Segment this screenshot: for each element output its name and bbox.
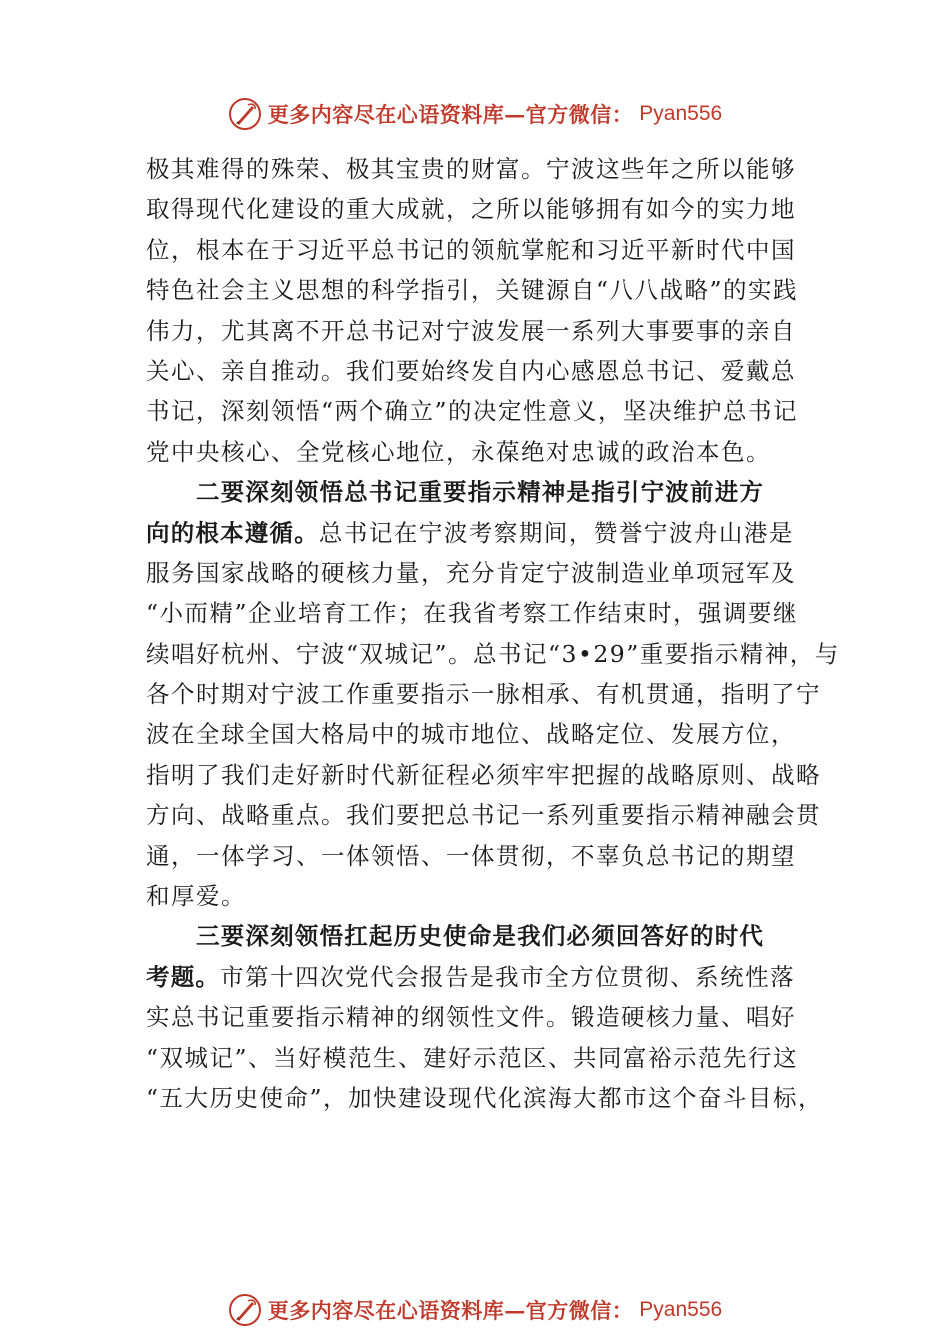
section-heading-end: 考题。: [146, 962, 221, 991]
text-line: 各个时期对宁波工作重要指示一脉相承、有机贯通，指明了宁: [146, 680, 821, 709]
text-line: 特色社会主义思想的科学指引，关键源自“八八战略”的实践: [146, 276, 799, 305]
text-line: 向的根本遵循。总书记在宁波考察期间，赞誉宁波舟山港是: [146, 518, 794, 547]
section-heading-end: 向的根本遵循。: [146, 518, 319, 547]
text-line: 伟力，尤其离不开总书记对宁波发展一系列大事要事的亲自: [146, 316, 796, 345]
section-heading: 二要深刻领悟总书记重要指示精神是指引宁波前进方: [196, 478, 765, 507]
text-line: “小而精”企业培育工作；在我省考察工作结束时，强调要继: [146, 599, 799, 628]
text-line: 服务国家战略的硬核力量，充分肯定宁波制造业单项冠军及: [146, 558, 796, 587]
text-line: 关心、亲自推动。我们要始终发自内心感恩总书记、爱戴总: [146, 356, 796, 385]
text-line: “双城记”、当好模范生、建好示范区、共同富裕示范先行这: [146, 1043, 799, 1072]
quill-pen-logo-icon: [228, 1293, 262, 1327]
text-line: 位，根本在于习近平总书记的领航掌舵和习近平新时代中国: [146, 235, 796, 264]
section-heading-line: [146, 472, 826, 512]
text-line: 波在全球全国大格局中的城市地位、战略定位、发展方位，: [146, 720, 796, 749]
banner-text: 更多内容尽在心语资料库—官方微信：: [267, 1298, 634, 1323]
banner-wechat-handle: Pyan556: [639, 1298, 723, 1321]
text-line: 极其难得的殊荣、极其宝贵的财富。宁波这些年之所以能够: [146, 155, 796, 183]
text-line: 续唱好杭州、宁波“双城记”。总书记“3•29”重要指示精神，与: [146, 639, 840, 668]
section-heading-line: [146, 916, 826, 956]
section-heading: 三要深刻领悟扛起历史使命是我们必须回答好的时代: [196, 922, 765, 951]
document-body: [146, 149, 840, 1118]
quill-pen-logo-icon: [228, 97, 262, 131]
text-line: 取得现代化建设的重大成就，之所以能够拥有如今的实力地: [146, 195, 796, 224]
text-line: 党中央核心、全党核心地位，永葆绝对忠诚的政治本色。: [146, 437, 771, 466]
text-line: 考题。市第十四次党代会报告是我市全方位贯彻、系统性落: [146, 962, 796, 991]
banner-text: 更多内容尽在心语资料库—官方微信：: [267, 102, 634, 127]
header-banner: [0, 94, 950, 134]
text-line: 书记，深刻领悟“两个确立”的决定性意义，坚决维护总书记: [146, 397, 799, 426]
text-line: 和厚爱。: [146, 882, 246, 911]
footer-banner: [0, 1290, 950, 1330]
text-line: “五大历史使命”，加快建设现代化滨海大都市这个奋斗目标，: [146, 1083, 824, 1112]
banner-wechat-handle: Pyan556: [639, 102, 723, 125]
text-line: 指明了我们走好新时代新征程必须牢牢把握的战略原则、战略: [146, 760, 821, 789]
text-line: 通，一体学习、一体领悟、一体贯彻，不辜负总书记的期望: [146, 841, 796, 870]
text-line: 实总书记重要指示精神的纲领性文件。锻造硬核力量、唱好: [146, 1003, 796, 1032]
text-line: 方向、战略重点。我们要把总书记一系列重要指示精神融会贯: [146, 801, 821, 830]
